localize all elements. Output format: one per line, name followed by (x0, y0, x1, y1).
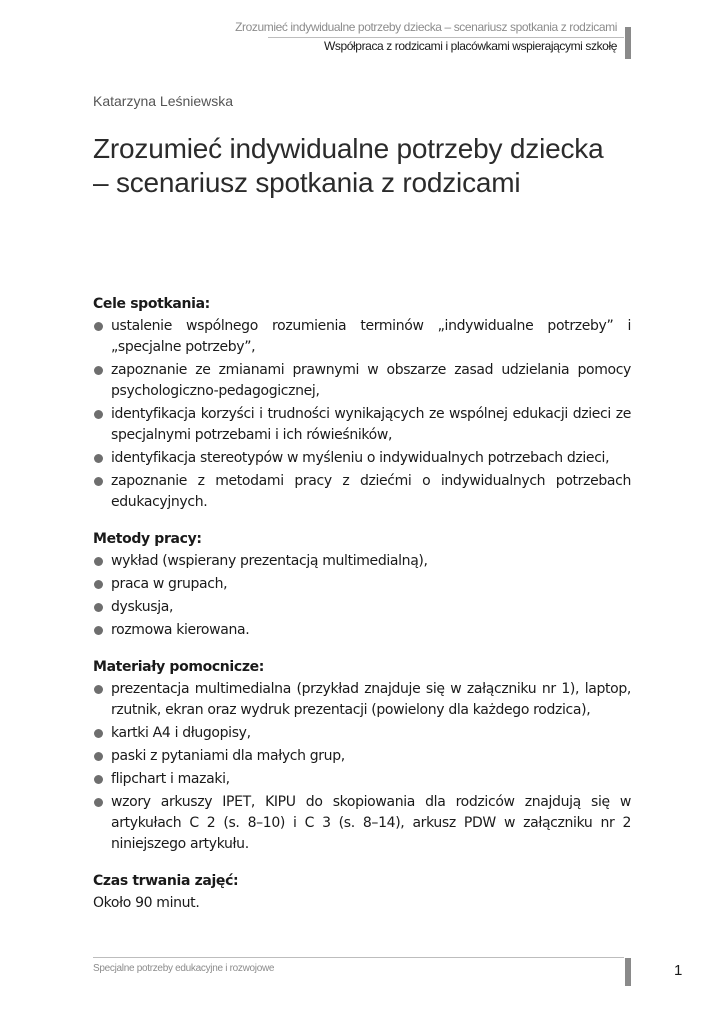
goals-list (93, 316, 631, 513)
bullet-icon (94, 557, 103, 566)
list-item: ustalenie wspólnego rozumienia terminów „indywidualne potrzeby” i „specjalne potrzeby”, (93, 316, 631, 358)
bullet-icon (94, 729, 103, 738)
footer-rule (93, 957, 624, 958)
bullet-icon (94, 775, 103, 784)
footer-series-title: Specjalne potrzeby edukacyjne i rozwojowe (93, 963, 275, 974)
bullet-icon (94, 322, 103, 331)
list-item: kartki A4 i długopisy, (93, 723, 631, 744)
list-item: paski z pytaniami dla małych grup, (93, 746, 631, 767)
materials-list (93, 679, 631, 855)
list-item: prezentacja multimedialna (przykład znajduje się w załączniku nr 1), laptop, rzutnik, ekran oraz wydruk prezentacji (powielony dla każdego rodzica), (93, 679, 631, 721)
list-item: zapoznanie ze zmianami prawnymi w obszarze zasad udzielania pomocy psychologiczno-pedagogicznej, (93, 360, 631, 402)
bullet-icon (94, 454, 103, 463)
methods-section (93, 529, 631, 641)
header-rule (268, 37, 624, 38)
bullet-icon (94, 477, 103, 486)
bullet-icon (94, 798, 103, 807)
goals-section (93, 294, 631, 513)
bullet-icon (94, 626, 103, 635)
materials-heading: Materiały pomocnicze: (93, 659, 265, 675)
page-title (93, 132, 603, 200)
bullet-icon (94, 580, 103, 589)
methods-heading: Metody pracy: (93, 531, 202, 547)
duration-text: Około 90 minut. (93, 895, 200, 911)
list-item: dyskusja, (93, 597, 631, 618)
title-line-2: – scenariusz spotkania z rodzicami (93, 167, 521, 198)
footer-bar (625, 958, 631, 986)
list-item: zapoznanie z metodami pracy z dziećmi o indywidualnych potrzebach edukacyjnych. (93, 471, 631, 513)
author-name: Katarzyna Leśniewska (93, 93, 234, 109)
list-item: praca w grupach, (93, 574, 631, 595)
article-body (93, 294, 631, 930)
title-line-1: Zrozumieć indywidualne potrzeby dziecka (93, 133, 604, 164)
materials-section (93, 657, 631, 855)
page-number: 1 (674, 962, 683, 979)
list-item: wykład (wspierany prezentacją multimedialną), (93, 551, 631, 572)
bullet-icon (94, 685, 103, 694)
duration-heading: Czas trwania zajęć: (93, 873, 239, 889)
header-bar (625, 27, 631, 59)
goals-heading: Cele spotkania: (93, 296, 210, 312)
list-item: wzory arkuszy IPET, KIPU do skopiowania dla rodziców znajdują się w artykułach C 2 (s. 8–10) i C 3 (s. 8–14), arkusz PDW w załączniku nr 2 niniejszego artykułu. (93, 792, 631, 855)
list-item: identyfikacja korzyści i trudności wynikających ze wspólnej edukacji dzieci ze specjalnymi potrzebami i ich rówieśników, (93, 404, 631, 446)
list-item: flipchart i mazaki, (93, 769, 631, 790)
header-section-title: Współpraca z rodzicami i placówkami wspierającymi szkołę (323, 39, 617, 53)
methods-list (93, 551, 631, 641)
bullet-icon (94, 603, 103, 612)
list-item: identyfikacja stereotypów w myśleniu o indywidualnych potrzebach dzieci, (93, 448, 631, 469)
list-item: rozmowa kierowana. (93, 620, 631, 641)
bullet-icon (94, 752, 103, 761)
duration-section (93, 871, 631, 914)
header-publication-title: Zrozumieć indywidualne potrzeby dziecka – scenariusz spotkania z rodzicami (235, 20, 617, 34)
bullet-icon (94, 366, 103, 375)
bullet-icon (94, 410, 103, 419)
